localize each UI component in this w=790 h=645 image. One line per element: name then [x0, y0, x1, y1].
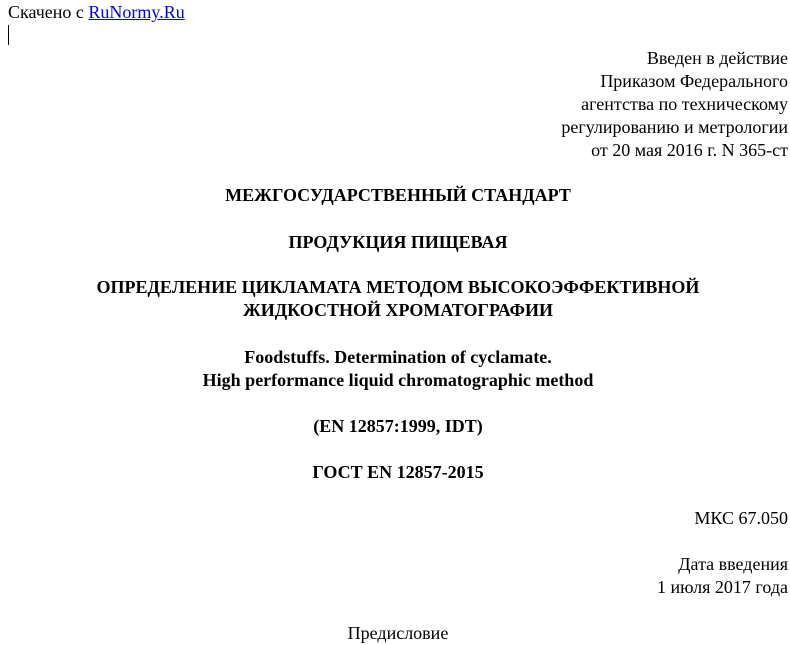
section-heading: Предисловие: [347, 623, 449, 643]
intro-line: агентства по техническому: [581, 94, 788, 114]
intro-line: Введен в действие: [646, 48, 788, 68]
intro-line: Приказом Федерального: [600, 71, 788, 91]
product-group: ПРОДУКЦИЯ ПИЩЕВАЯ: [288, 232, 508, 252]
text-cursor: [8, 25, 9, 45]
effective-date-block: [657, 553, 788, 599]
standard-code: ГОСТ EN 12857-2015: [312, 462, 484, 482]
source-line: [8, 2, 185, 23]
standard-title-line: ОПРЕДЕЛЕНИЕ ЦИКЛАМАТА МЕТОДОМ ВЫСОКОЭФФЕКТИВНОЙ: [96, 277, 700, 297]
intro-line: от 20 мая 2016 г. N 365-ст: [591, 140, 788, 160]
source-link[interactable]: RuNormy.Ru: [88, 2, 185, 22]
standard-title-line: ЖИДКОСТНОЙ ХРОМАТОГРАФИИ: [242, 300, 554, 320]
english-title: [0, 346, 790, 392]
classification-code: МКС 67.050: [694, 508, 788, 528]
equivalence-note: (EN 12857:1999, IDT): [313, 416, 483, 436]
intro-block: [561, 47, 788, 162]
source-prefix: Скачено с: [8, 2, 89, 22]
english-title-line: Foodstuffs. Determination of cyclamate.: [244, 347, 552, 367]
standard-title: [0, 276, 790, 322]
effective-date-label: Дата введения: [678, 554, 788, 574]
english-title-line: High performance liquid chromatographic method: [202, 370, 594, 390]
standard-category: МЕЖГОСУДАРСТВЕННЫЙ СТАНДАРТ: [225, 185, 571, 205]
intro-line: регулированию и метрологии: [561, 117, 788, 137]
effective-date-value: 1 июля 2017 года: [657, 577, 788, 597]
